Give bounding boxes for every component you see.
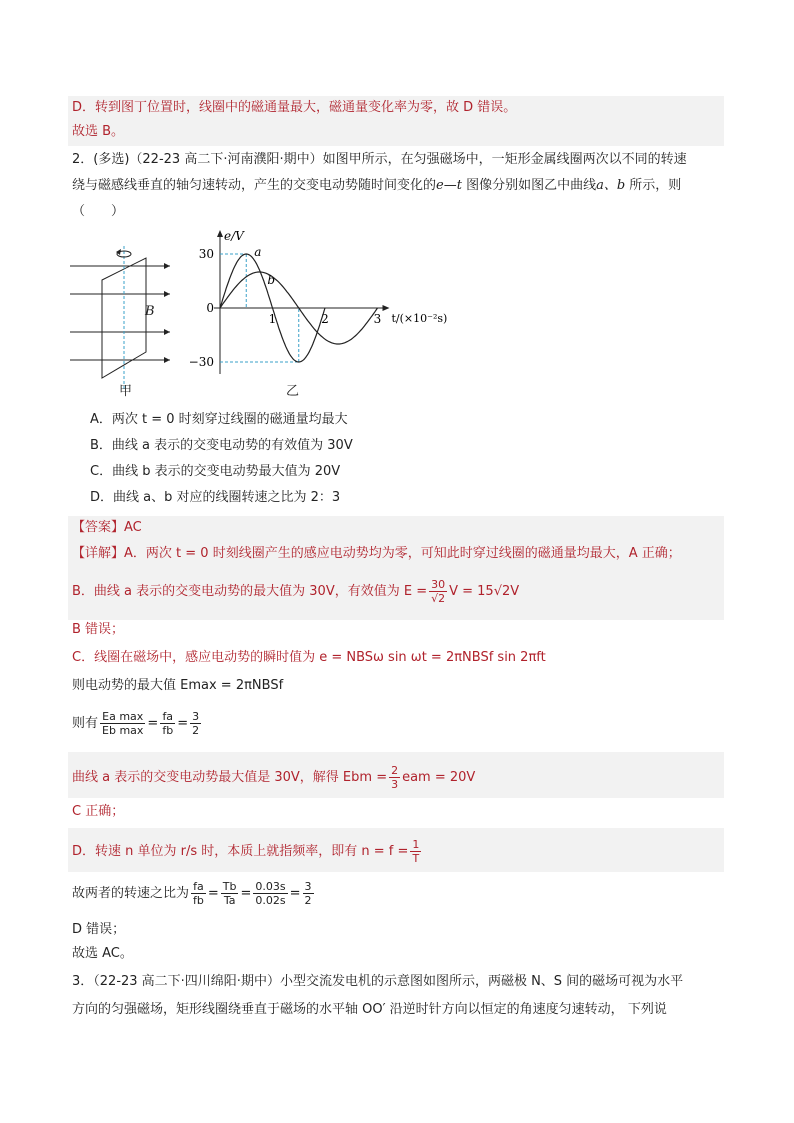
- y-tick-label: 30: [198, 247, 214, 261]
- q3-stem-line2: 方向的匀强磁场，矩形线圈绕垂直于磁场的水平轴 OO′ 沿逆时针方向以恒定的角速度匀速转动， 下列说: [72, 1002, 667, 1017]
- detail-d-wrong: D 错误；: [72, 922, 126, 937]
- q3-stem-line1: 3．（22-23 高二下·四川绵阳·期中）小型交流发电机的示意图如图所示，两磁极 N、S 间的磁场可视为水平: [72, 974, 684, 989]
- figure-emf-chart: [188, 226, 448, 376]
- detail-line-a: 【详解】A．两次 t = 0 时刻线圈产生的感应电动势均为零，可知此时穿过线圈的磁通量均最大，A 正确；: [72, 546, 681, 561]
- x-axis-label: t/(×10⁻²s): [391, 312, 448, 325]
- q2-option-b: B．曲线 a 表示的交变电动势的有效值为 30V: [90, 438, 353, 453]
- y-axis-label: e/V: [224, 229, 244, 243]
- detail-speed-ratio: 故两者的转速之比为 $\frac{fa}{fb}$ = $\frac{Tb}{Ta}$ = $\frac{0.03s}{0.02s}$ = $\frac{3}{2}$: [72, 880, 312, 907]
- detail-ratio-line: 则有 $\frac{\text{Ea max}}{\text{Eb max}}$ = $\frac{fa}{fb}$ = $\frac{3}{2}$: [72, 710, 200, 737]
- prev-answer-d: D．转到图丁位置时，线圈中的磁通量最大，磁通量变化率为零，故 D 错误。: [72, 100, 517, 115]
- figure-yi-caption: 乙: [286, 384, 300, 399]
- q2-option-c: C．曲线 b 表示的交变电动势最大值为 20V: [90, 464, 341, 479]
- detail-b-wrong: B 错误；: [72, 622, 125, 637]
- detail-max-emf: 则电动势的最大值 Emax = 2πNBSf: [72, 678, 284, 693]
- q2-option-a: A．两次 t = 0 时刻穿过线圈的磁通量均最大: [90, 412, 348, 427]
- detail-choose-ac: 故选 AC。: [72, 946, 133, 961]
- answer-line: 【答案】AC: [72, 520, 142, 535]
- figure-jia-caption: 甲: [119, 384, 133, 399]
- detail-line-c: C．线圈在磁场中，感应电动势的瞬时值为 e = NBSω sin ωt = 2πNBSf sin 2πft: [72, 650, 546, 665]
- x-tick-label: 3: [373, 312, 382, 326]
- figure-coil-diagram: [66, 240, 176, 400]
- y-tick-label: −30: [188, 355, 214, 369]
- detail-line-b: B．曲线 a 表示的交变电动势的最大值为 30V，有效值为 E = $\frac{30}{√2}$ V = 15√2V: [72, 578, 520, 605]
- series-b-label: b: [267, 273, 276, 287]
- y-axis-arrow: [217, 230, 223, 237]
- x-tick-label: 1: [268, 312, 277, 326]
- q2-stem-line1: 2．(多选)（22-23 高二下·河南濮阳·期中）如图甲所示，在匀强磁场中，一矩形金属线圈两次以不同的转速: [72, 152, 687, 167]
- detail-line-d: D．转速 n 单位为 r/s 时，本质上就指频率，即有 n = f = $\frac{1}{T}$: [72, 838, 420, 865]
- figure-b-label: B: [145, 304, 155, 319]
- q2-answer-blank: （ ）: [72, 204, 125, 219]
- detail-curve-b-max: 曲线 a 表示的交变电动势最大值是 30V，解得 Ebm = $\frac{2}{3}$ eam = 20V: [72, 764, 476, 791]
- y-tick-label: 0: [206, 301, 214, 315]
- q2-stem-line2: 绕与磁感线垂直的轴匀速转动，产生的交变电动势随时间变化的e—t 图像分别如图乙中曲线a、b 所示，则: [72, 178, 682, 193]
- x-axis-arrow: [383, 305, 390, 311]
- x-tick-label: 2: [321, 312, 329, 326]
- series-a-label: a: [254, 245, 262, 259]
- prev-choose: 故选 B。: [72, 124, 125, 139]
- q2-option-d: D．曲线 a、b 对应的线圈转速之比为 2：3: [90, 490, 341, 505]
- detail-c-correct: C 正确；: [72, 804, 125, 819]
